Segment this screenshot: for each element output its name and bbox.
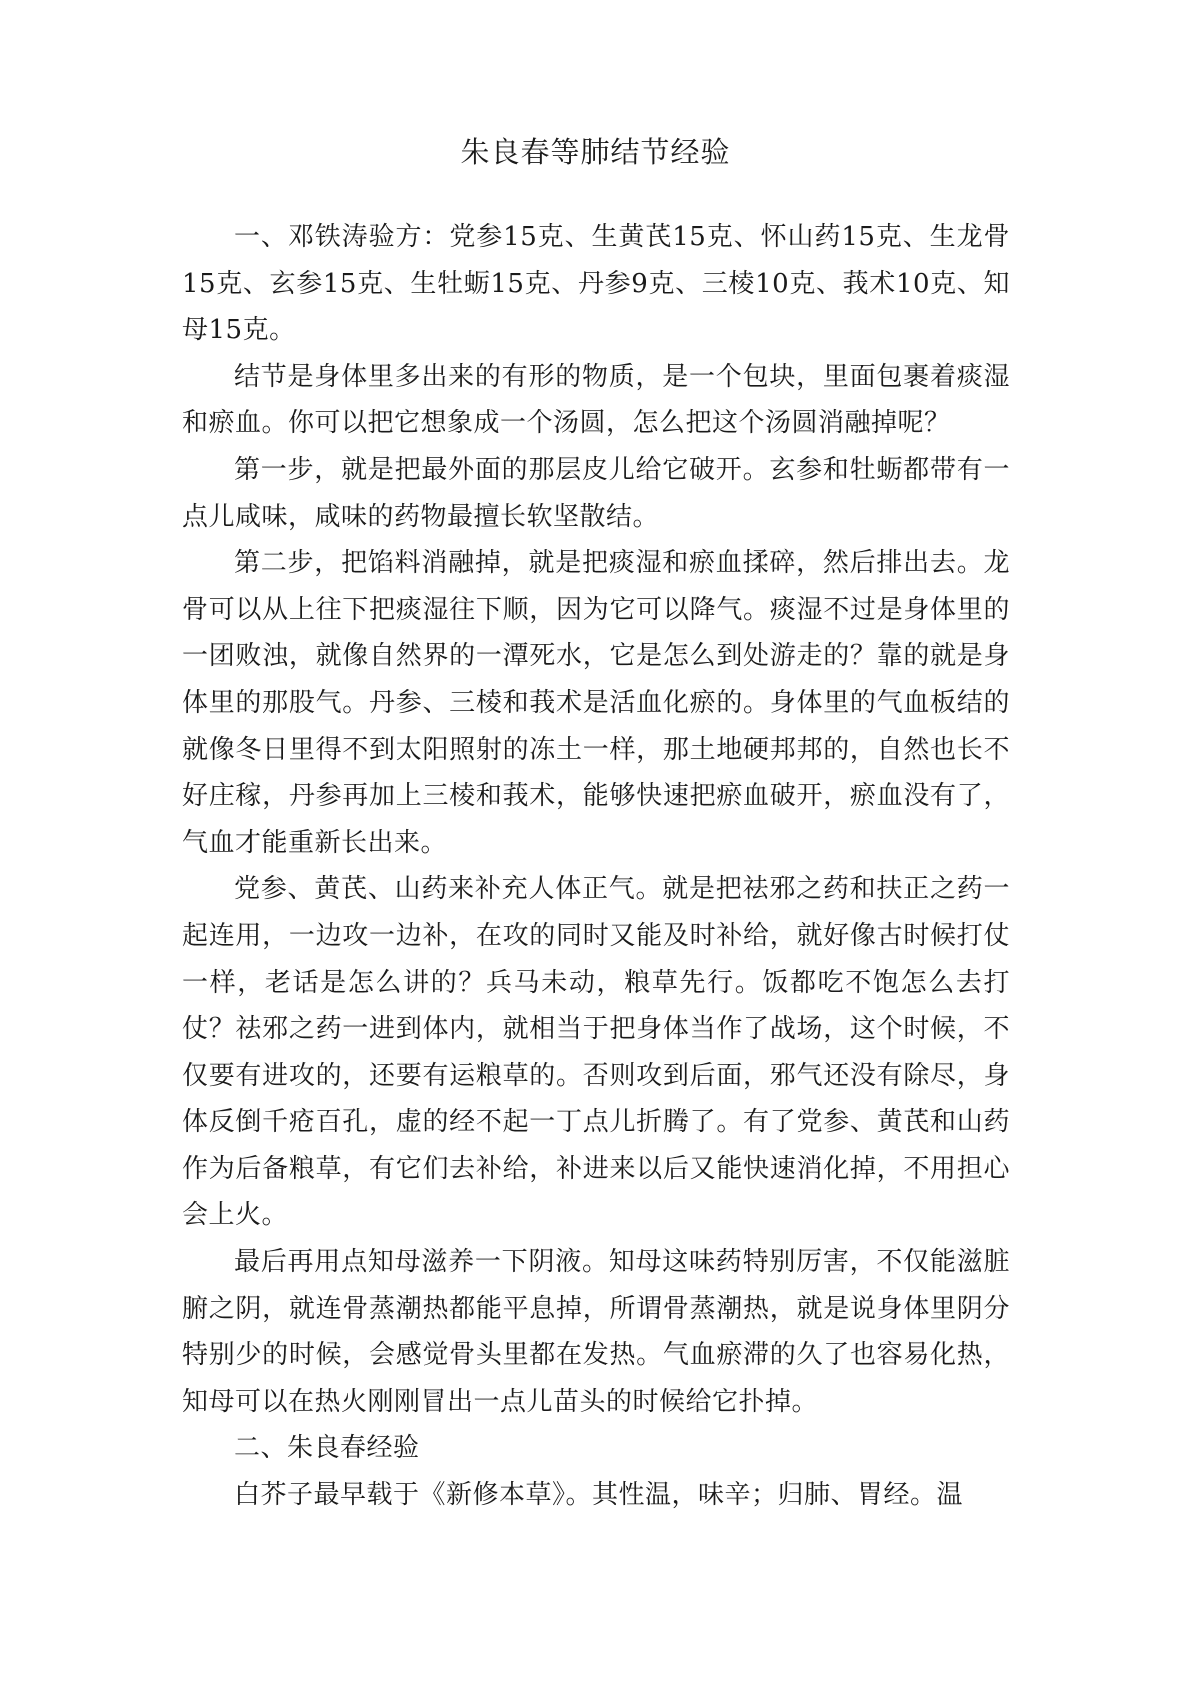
section-heading-zhu-liangchun: 二、朱良春经验 <box>234 1433 420 1464</box>
document-body <box>182 214 1010 1519</box>
paragraph-baijiezi: 白芥子最早载于《新修本草》。其性温，味辛；归肺、胃经。温 <box>234 1480 964 1511</box>
paragraph-tonify-qi: 党参、黄芪、山药来补充人体正气。就是把祛邪之药和扶正之药一起连用，一边攻一边补，在攻的同时又能及时补给，就好像古时候打仗一样，老话是怎么讲的？兵马未动，粮草先行。饭都吃不饱怎么去打仗？祛邪之药一进到体内，就相当于把身体当作了战场，这个时候，不仅要有进攻的，还要有运粮草的。否则攻到后面，邪气还没有除尽，身体反倒千疮百孔，虚的经不起一丁点儿折腾了。有了党参、黄芪和山药作为后备粮草，有它们去补给，补进来以后又能快速消化掉，不用担心会上火。 <box>182 874 1010 1231</box>
paragraph-nodule-explanation: 结节是身体里多出来的有形的物质，是一个包块，里面包裹着痰湿和瘀血。你可以把它想象成一个汤圆，怎么把这个汤圆消融掉呢？ <box>182 361 1010 439</box>
paragraph-zhimu: 最后再用点知母滋养一下阴液。知母这味药特别厉害，不仅能滋脏腑之阴，就连骨蒸潮热都能平息掉，所谓骨蒸潮热，就是说身体里阴分特别少的时候，会感觉骨头里都在发热。气血瘀滞的久了也容易化热，知母可以在热火刚刚冒出一点儿苗头的时候给它扑掉。 <box>182 1247 1010 1417</box>
paragraph-deng-tietao-formula: 一、邓铁涛验方：党参15克、生黄芪15克、怀山药15克、生龙骨15克、玄参15克、生牡蛎15克、丹参9克、三棱10克、莪术10克、知母15克。 <box>182 222 1010 346</box>
paragraph-step-one: 第一步，就是把最外面的那层皮儿给它破开。玄参和牡蛎都带有一点儿咸味，咸味的药物最擅长软坚散结。 <box>182 454 1010 532</box>
document-title: 朱良春等肺结节经验 <box>460 135 731 169</box>
paragraph-step-two: 第二步，把馅料消融掉，就是把痰湿和瘀血揉碎，然后排出去。龙骨可以从上往下把痰湿往下顺，因为它可以降气。痰湿不过是身体里的一团败浊，就像自然界的一潭死水，它是怎么到处游走的？靠的就是身体里的那股气。丹参、三棱和莪术是活血化瘀的。身体里的气血板结的就像冬日里得不到太阳照射的冻土一样，那土地硬邦邦的，自然也长不好庄稼，丹参再加上三棱和莪术，能够快速把瘀血破开，瘀血没有了，气血才能重新长出来。 <box>182 548 1010 858</box>
